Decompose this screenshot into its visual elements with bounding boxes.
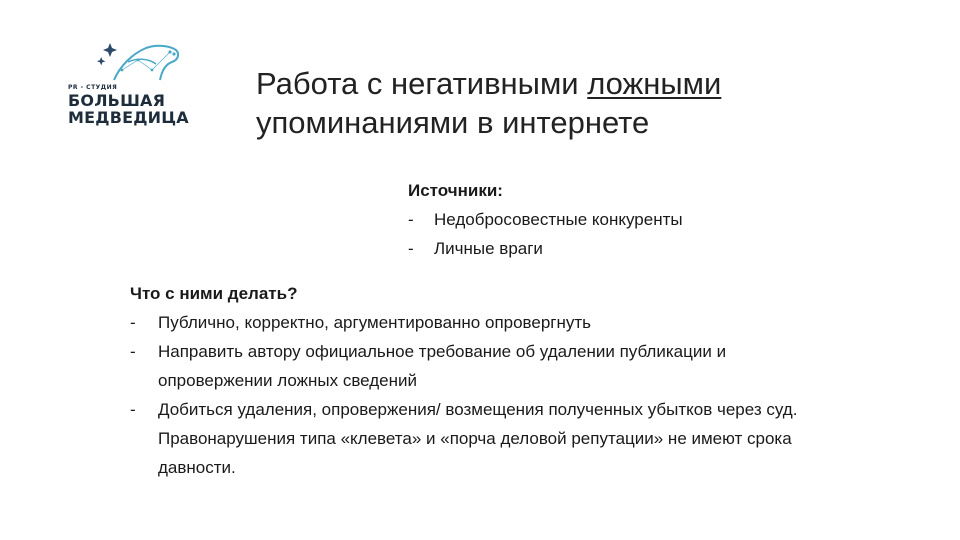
sources-block: [408, 176, 828, 263]
list-dash: -: [408, 210, 414, 229]
source-item-text: Личные враги: [434, 239, 543, 258]
slide-title: [256, 64, 856, 142]
action-item-text: Добиться удаления, опровержения/ возмещения полученных убытков через суд. Правонарушения типа «клевета» и «порча деловой репутации» не имеют срока давности.: [158, 400, 798, 477]
logo-name-line2: МЕДВЕДИЦА: [68, 108, 189, 127]
source-item-text: Недобросовестные конкуренты: [434, 210, 683, 229]
title-underlined-word: ложными: [587, 66, 722, 101]
list-dash: -: [408, 239, 414, 258]
title-part2: упоминаниями в интернете: [256, 105, 650, 140]
bear-constellation-icon: [62, 40, 192, 90]
actions-block: [130, 279, 820, 482]
action-item-text: Публично, корректно, аргументированно опровергнуть: [158, 313, 592, 332]
list-item: [130, 337, 820, 395]
action-item-text: Направить автору официальное требование об удалении публикации и опровержении ложных сведений: [158, 342, 727, 390]
logo-tagline: PR - СТУДИЯ: [68, 84, 118, 91]
actions-heading: Что с ними делать?: [130, 284, 298, 303]
list-item: [130, 395, 820, 482]
list-item: [130, 308, 820, 337]
sources-heading: Источники:: [408, 181, 503, 200]
list-dash: -: [130, 400, 136, 419]
list-item: [408, 205, 828, 234]
logo-name-line1: БОЛЬШАЯ: [68, 91, 166, 110]
company-logo: [62, 40, 192, 135]
list-dash: -: [130, 313, 136, 332]
list-item: [408, 234, 828, 263]
title-part1: Работа с негативными: [256, 66, 588, 101]
list-dash: -: [130, 342, 136, 361]
